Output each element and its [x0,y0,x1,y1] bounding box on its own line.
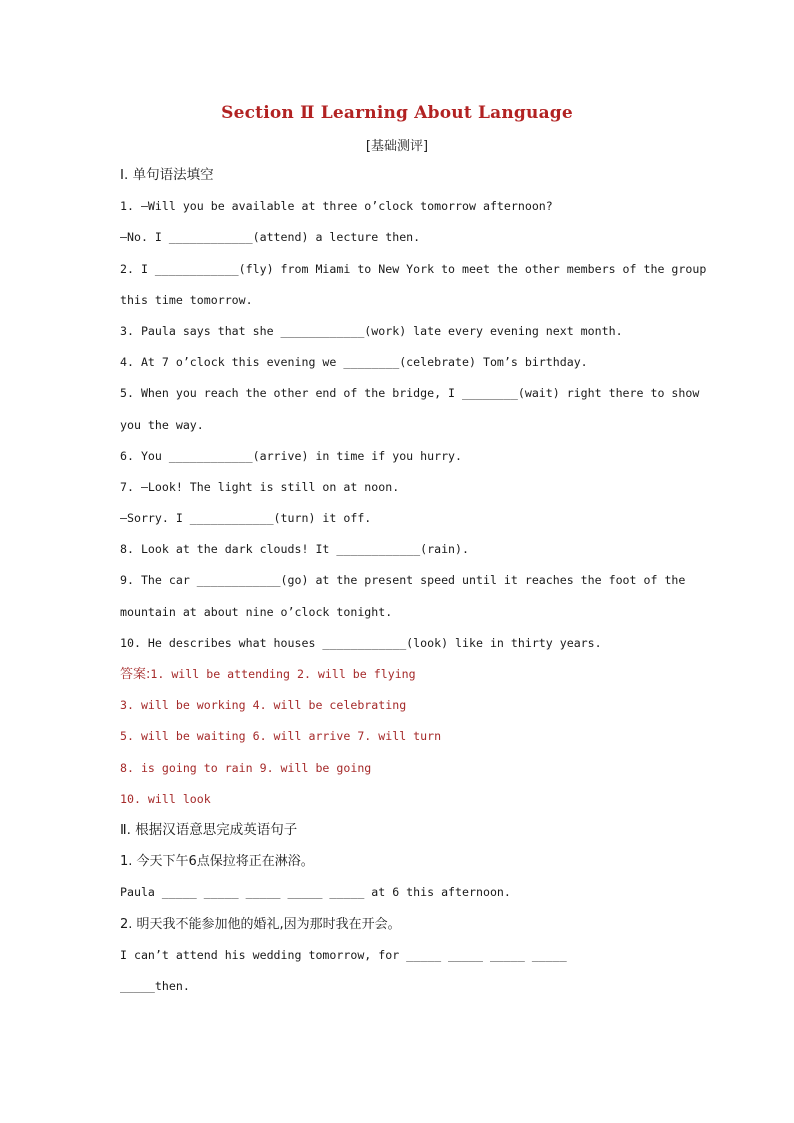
answer-line: 8. is going to rain 9. will be going [120,760,372,775]
exercise-line: 7. —Look! The light is still on at noon. [120,479,400,494]
answer-line: 3. will be working 4. will be celebrating [120,698,407,713]
exercise-line: you the way. [120,417,204,432]
part1-heading: Ⅰ. 单句语法填空 [120,167,214,183]
exercise-line: 1. —Will you be available at three o’clock tomorrow afternoon? [120,199,553,214]
exercise-line: 2. 明天我不能参加他的婚礼,因为那时我在开会。 [120,916,401,932]
exercise-line: 10. He describes what houses ____________(look) like in thirty years. [120,635,602,650]
exercise-line: 4. At 7 o’clock this evening we ________(celebrate) Tom’s birthday. [120,355,588,370]
exercise-line: 8. Look at the dark clouds! It ____________(rain). [120,542,470,557]
exercise-line: Paula _____ _____ _____ _____ _____ at 6 this afternoon. [120,885,511,900]
answer-line: 10. will look [120,791,211,806]
exercise-line: —Sorry. I ____________(turn) it off. [120,511,372,526]
exercise-line: this time tomorrow. [120,292,253,307]
exercise-line: _____then. [120,978,190,993]
exercise-line: mountain at about nine o’clock tonight. [120,604,393,619]
exercise-content [120,160,707,1002]
exercise-line: I can’t attend his wedding tomorrow, for _____ _____ _____ _____ [120,947,567,962]
exercise-line: 6. You ____________(arrive) in time if you hurry. [120,448,463,463]
answer-line [120,659,680,690]
answer-label: 答案: [120,667,151,682]
exercise-line: 3. Paula says that she ____________(work) late every evening next month. [120,323,623,338]
exercise-line: 9. The car ____________(go) at the present speed until it reaches the foot of the [120,573,686,588]
answer-line: 5. will be waiting 6. will arrive 7. will turn [120,729,442,744]
section-subtitle: [基础测评] [365,139,429,154]
answer-text: 1. will be attending 2. will be flying [150,667,416,681]
exercise-line: 2. I ____________(fly) from Miami to New York to meet the other members of the group [120,261,707,276]
exercise-line: 5. When you reach the other end of the bridge, I ________(wait) right there to show [120,386,700,401]
page-title: Section Ⅱ Learning About Language [221,103,573,123]
exercise-line: 1. 今天下午6点保拉将正在淋浴。 [120,854,314,870]
exercise-line: —No. I ____________(attend) a lecture then. [120,230,421,245]
part2-heading: Ⅱ. 根据汉语意思完成英语句子 [120,821,298,838]
